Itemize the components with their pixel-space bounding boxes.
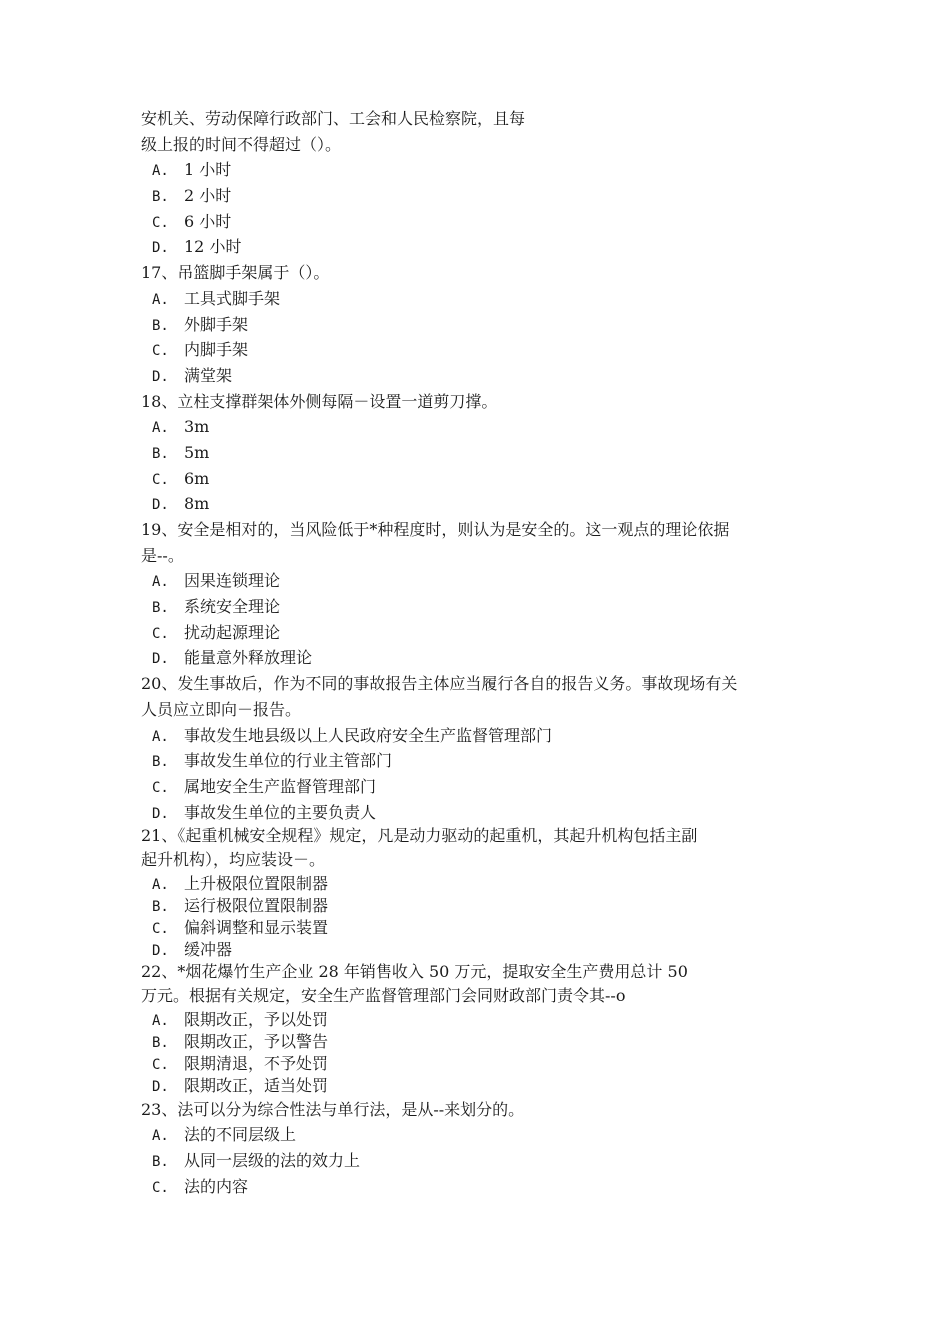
option-text: 法的不同层级上: [184, 1125, 297, 1145]
answer-option: [141, 1148, 831, 1174]
question-block: [141, 1097, 831, 1200]
answer-option: [141, 209, 831, 235]
question-block: [141, 106, 831, 260]
question-block: [141, 961, 831, 1097]
document-page: [141, 106, 831, 1199]
option-letter: C.: [152, 471, 169, 488]
option-letter: D.: [152, 240, 169, 257]
option-letter: C.: [152, 1056, 169, 1073]
option-letter: A.: [152, 1128, 169, 1145]
option-text: 限期改正，予以警告: [184, 1031, 329, 1051]
answer-option: [141, 440, 831, 466]
option-letter: A.: [152, 163, 169, 180]
question-stem: 万元。根据有关规定，安全生产监督管理部门会同财政部门责令其--o: [141, 985, 626, 1005]
option-letter: A.: [152, 728, 169, 745]
answer-option: [141, 414, 831, 440]
option-text: 事故发生单位的主要负责人: [184, 802, 377, 822]
option-letter: B.: [152, 445, 169, 462]
question-block: [141, 517, 831, 671]
option-letter: D.: [152, 368, 169, 385]
option-text: 外脚手架: [184, 314, 249, 334]
option-text: 工具式脚手架: [184, 288, 281, 308]
option-text: 事故发生单位的行业主管部门: [184, 751, 393, 771]
option-letter: D.: [152, 651, 169, 668]
question-stem: 20、发生事故后，作为不同的事故报告主体应当履行各自的报告义务。事故现场有关: [141, 674, 738, 694]
option-text: 因果连锁理论: [184, 571, 281, 591]
answer-option: [141, 748, 831, 774]
option-text: 事故发生地县级以上人民政府安全生产监督管理部门: [184, 725, 553, 745]
answer-option: [141, 620, 831, 646]
option-text: 6m: [184, 468, 210, 488]
answer-option: [141, 337, 831, 363]
question-stem: 级上报的时间不得超过（）。: [141, 134, 342, 154]
option-letter: B.: [152, 1154, 169, 1170]
answer-option: [141, 800, 831, 826]
question-stem: 23、法可以分为综合性法与单行法，是从--来划分的。: [141, 1099, 525, 1119]
option-letter: B.: [152, 317, 169, 334]
option-letter: D.: [152, 942, 169, 959]
option-text: 系统安全理论: [184, 597, 281, 617]
option-text: 偏斜调整和显示装置: [184, 917, 329, 937]
answer-option: [141, 1031, 831, 1053]
answer-option: [141, 645, 831, 671]
question-stem: 19、安全是相对的，当风险低于*种程度时，则认为是安全的。这一观点的理论依据: [141, 520, 730, 539]
question-stem: 起升机构），均应装设－。: [141, 850, 326, 870]
question-stem: 安机关、劳动保障行政部门、工会和人民检察院，且每: [141, 109, 526, 128]
option-letter: B.: [152, 754, 169, 771]
option-letter: D.: [152, 497, 169, 514]
answer-option: [141, 157, 831, 183]
answer-option: [141, 873, 831, 895]
option-text: 上升极限位置限制器: [184, 873, 329, 893]
option-text: 限期改正，适当处罚: [184, 1075, 329, 1095]
answer-option: [141, 895, 831, 917]
option-text: 2 小时: [184, 186, 232, 206]
answer-option: [141, 466, 831, 492]
option-text: 12 小时: [184, 237, 242, 257]
option-text: 内脚手架: [184, 340, 249, 360]
option-text: 从同一层级的法的效力上: [184, 1151, 361, 1170]
option-text: 缓冲器: [184, 939, 233, 959]
option-letter: D.: [152, 805, 169, 822]
option-letter: B.: [152, 189, 169, 206]
answer-option: [141, 568, 831, 594]
option-letter: A.: [152, 420, 169, 437]
question-block: [141, 825, 831, 961]
answer-option: [141, 286, 831, 312]
answer-option: [141, 1174, 831, 1200]
question-block: [141, 260, 831, 388]
question-stem: 是--。: [141, 545, 184, 565]
answer-option: [141, 312, 831, 338]
option-letter: C.: [152, 343, 169, 360]
option-text: 5m: [184, 442, 210, 462]
option-text: 运行极限位置限制器: [184, 895, 329, 915]
answer-option: [141, 363, 831, 389]
question-stem: 人员应立即向－报告。: [141, 699, 302, 719]
option-letter: A.: [152, 876, 169, 893]
option-letter: A.: [152, 574, 169, 591]
option-text: 8m: [184, 494, 210, 514]
option-letter: C.: [152, 1179, 169, 1196]
option-letter: C.: [152, 779, 169, 796]
answer-option: [141, 1009, 831, 1031]
option-text: 1 小时: [184, 160, 232, 180]
question-stem: 22、*烟花爆竹生产企业 28 年销售收入 50 万元，提取安全生产费用总计 50: [141, 961, 688, 981]
question-stem: 17、吊篮脚手架属于（）。: [141, 263, 330, 283]
option-text: 法的内容: [184, 1176, 249, 1196]
option-letter: C.: [152, 920, 169, 937]
answer-option: [141, 939, 831, 961]
question-block: [141, 389, 831, 517]
answer-option: [141, 774, 831, 800]
answer-option: [141, 594, 831, 620]
option-letter: D.: [152, 1078, 169, 1095]
question-stem: 21、《起重机械安全规程》规定，凡是动力驱动的起重机，其起升机构包括主副: [141, 826, 698, 846]
option-text: 限期改正，予以处罚: [184, 1009, 329, 1029]
answer-option: [141, 1053, 831, 1075]
option-letter: B.: [152, 1034, 169, 1051]
option-text: 6 小时: [184, 211, 232, 231]
option-text: 满堂架: [184, 365, 233, 385]
answer-option: [141, 491, 831, 517]
answer-option: [141, 234, 831, 260]
question-stem: 18、立柱支撑群架体外侧每隔－设置一道剪刀撑。: [141, 391, 498, 411]
question-block: [141, 671, 831, 825]
option-letter: A.: [152, 291, 169, 308]
option-letter: A.: [152, 1012, 169, 1029]
answer-option: [141, 1122, 831, 1148]
option-letter: C.: [152, 214, 169, 231]
option-text: 属地安全生产监督管理部门: [184, 776, 377, 796]
option-text: 限期清退，不予处罚: [184, 1053, 329, 1073]
option-text: 3m: [184, 417, 210, 437]
answer-option: [141, 723, 831, 749]
option-letter: C.: [152, 625, 169, 642]
answer-option: [141, 917, 831, 939]
option-letter: B.: [152, 600, 169, 617]
answer-option: [141, 1075, 831, 1097]
option-text: 能量意外释放理论: [184, 648, 313, 668]
answer-option: [141, 183, 831, 209]
option-letter: B.: [152, 898, 169, 915]
option-text: 扰动起源理论: [184, 622, 281, 642]
